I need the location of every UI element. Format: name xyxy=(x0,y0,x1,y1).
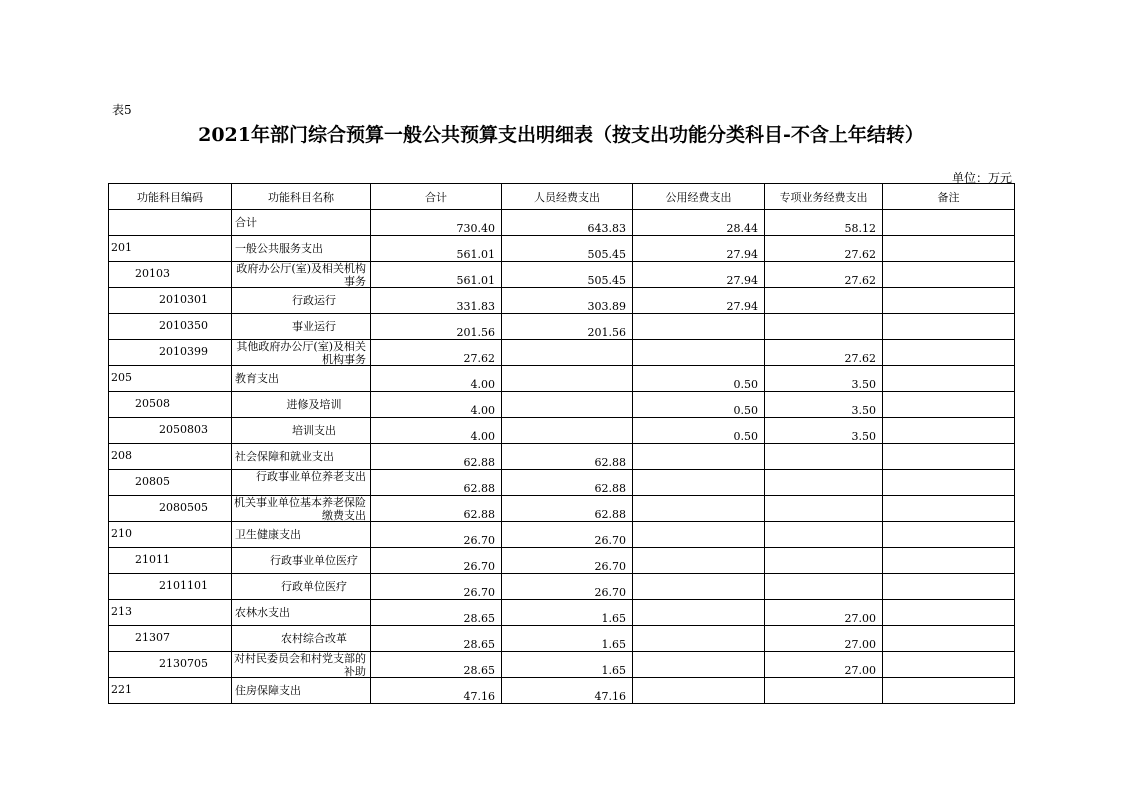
note-value xyxy=(883,496,1014,522)
personnel-cell xyxy=(502,210,633,236)
page-title: 2021年部门综合预算一般公共预算支出明细表（按支出功能分类科目-不含上年结转） xyxy=(198,124,924,146)
personnel-value: 643.83 xyxy=(587,222,626,235)
total-cell xyxy=(371,366,502,392)
total-cell xyxy=(371,210,502,236)
function-code: 221 xyxy=(111,683,132,696)
function-code-cell xyxy=(109,288,232,314)
table-row xyxy=(109,652,1015,678)
public-cell xyxy=(633,340,765,366)
table-row xyxy=(109,262,1015,288)
personnel-value: 505.45 xyxy=(587,274,626,287)
total-value: 26.70 xyxy=(463,586,495,599)
personnel-value: 1.65 xyxy=(601,638,626,651)
function-name-cell xyxy=(232,626,371,652)
function-code-cell xyxy=(109,600,232,626)
note-value xyxy=(883,574,1014,600)
total-value: 62.88 xyxy=(463,508,495,521)
function-name-cell xyxy=(232,418,371,444)
public-value: 0.50 xyxy=(733,378,758,391)
special-cell xyxy=(765,392,883,418)
total-value: 561.01 xyxy=(456,248,495,261)
personnel-value: 505.45 xyxy=(587,248,626,261)
total-cell xyxy=(371,522,502,548)
public-value xyxy=(633,470,764,496)
note-cell xyxy=(883,574,1015,600)
public-cell xyxy=(633,262,765,288)
total-cell xyxy=(371,600,502,626)
column-header: 备注 xyxy=(883,184,1015,210)
special-cell xyxy=(765,574,883,600)
function-code-cell xyxy=(109,210,232,236)
personnel-cell xyxy=(502,314,633,340)
public-value xyxy=(633,522,764,548)
column-header: 功能科目编码 xyxy=(109,184,232,210)
personnel-cell xyxy=(502,262,633,288)
function-name: 一般公共服务支出 xyxy=(235,242,323,255)
note-value xyxy=(883,652,1014,678)
total-value: 561.01 xyxy=(456,274,495,287)
special-cell xyxy=(765,548,883,574)
public-value: 27.94 xyxy=(726,300,758,313)
special-cell xyxy=(765,522,883,548)
public-cell xyxy=(633,366,765,392)
personnel-cell xyxy=(502,444,633,470)
table-row xyxy=(109,574,1015,600)
personnel-cell xyxy=(502,366,633,392)
special-value: 27.00 xyxy=(844,638,876,651)
personnel-cell xyxy=(502,652,633,678)
table-row xyxy=(109,496,1015,522)
personnel-value xyxy=(502,340,632,366)
note-value xyxy=(883,288,1014,314)
column-header: 公用经费支出 xyxy=(633,184,765,210)
public-cell xyxy=(633,314,765,340)
total-value: 62.88 xyxy=(463,456,495,469)
note-cell xyxy=(883,418,1015,444)
note-value xyxy=(883,366,1014,392)
total-value: 26.70 xyxy=(463,534,495,547)
public-cell xyxy=(633,600,765,626)
public-cell xyxy=(633,210,765,236)
function-name: 对村民委员会和村党支部的补助 xyxy=(234,652,366,677)
personnel-cell xyxy=(502,236,633,262)
personnel-value: 26.70 xyxy=(594,534,626,547)
table-row xyxy=(109,678,1015,704)
total-value: 26.70 xyxy=(463,560,495,573)
special-cell xyxy=(765,340,883,366)
function-name: 农林水支出 xyxy=(235,606,290,619)
public-cell xyxy=(633,522,765,548)
total-cell xyxy=(371,392,502,418)
total-value: 730.40 xyxy=(456,222,495,235)
total-value: 331.83 xyxy=(456,300,495,313)
total-value: 47.16 xyxy=(463,690,495,703)
table-row xyxy=(109,340,1015,366)
note-value xyxy=(883,236,1014,262)
table-row xyxy=(109,418,1015,444)
note-cell xyxy=(883,392,1015,418)
special-cell xyxy=(765,600,883,626)
function-code-cell xyxy=(109,548,232,574)
total-cell xyxy=(371,652,502,678)
function-code-cell xyxy=(109,652,232,678)
function-code: 2101101 xyxy=(159,579,208,592)
total-cell xyxy=(371,574,502,600)
public-cell xyxy=(633,392,765,418)
note-cell xyxy=(883,548,1015,574)
personnel-cell xyxy=(502,470,633,496)
total-cell xyxy=(371,444,502,470)
personnel-cell xyxy=(502,496,633,522)
special-cell xyxy=(765,262,883,288)
function-code: 201 xyxy=(111,241,132,254)
public-cell xyxy=(633,236,765,262)
function-name-cell xyxy=(232,262,371,288)
function-name: 政府办公厅(室)及相关机构事务 xyxy=(236,262,366,287)
special-value xyxy=(765,574,882,600)
table-row xyxy=(109,548,1015,574)
note-value xyxy=(883,340,1014,366)
function-code: 20508 xyxy=(135,397,170,410)
function-code: 2010301 xyxy=(159,293,208,306)
note-value xyxy=(883,678,1014,704)
special-value xyxy=(765,522,882,548)
personnel-value xyxy=(502,392,632,418)
special-cell xyxy=(765,470,883,496)
public-cell xyxy=(633,678,765,704)
function-code-cell xyxy=(109,262,232,288)
public-value: 27.94 xyxy=(726,248,758,261)
special-value: 58.12 xyxy=(844,222,876,235)
function-code-cell xyxy=(109,314,232,340)
function-name-cell xyxy=(232,444,371,470)
personnel-cell xyxy=(502,600,633,626)
table-row xyxy=(109,366,1015,392)
function-name-cell xyxy=(232,236,371,262)
total-cell xyxy=(371,470,502,496)
function-code: 210 xyxy=(111,527,132,540)
function-code-cell xyxy=(109,236,232,262)
function-code: 20805 xyxy=(135,475,170,488)
public-value xyxy=(633,340,764,366)
special-cell xyxy=(765,366,883,392)
function-code-cell xyxy=(109,392,232,418)
special-value: 27.62 xyxy=(844,274,876,287)
public-value xyxy=(633,600,764,626)
function-name-cell xyxy=(232,288,371,314)
function-code: 2010350 xyxy=(159,319,208,332)
special-cell xyxy=(765,418,883,444)
total-cell xyxy=(371,548,502,574)
function-code-cell xyxy=(109,522,232,548)
public-value xyxy=(633,314,764,340)
special-cell xyxy=(765,236,883,262)
function-code: 21011 xyxy=(135,553,170,566)
function-name: 合计 xyxy=(235,216,257,229)
special-cell xyxy=(765,444,883,470)
special-value xyxy=(765,496,882,522)
total-cell xyxy=(371,288,502,314)
function-name: 卫生健康支出 xyxy=(235,528,301,541)
function-code-cell xyxy=(109,678,232,704)
function-code: 2050803 xyxy=(159,423,208,436)
special-value xyxy=(765,470,882,496)
note-cell xyxy=(883,366,1015,392)
total-value: 28.65 xyxy=(463,612,495,625)
function-code: 208 xyxy=(111,449,132,462)
function-name: 行政单位医疗 xyxy=(281,580,347,593)
total-cell xyxy=(371,340,502,366)
note-cell xyxy=(883,678,1015,704)
total-cell xyxy=(371,496,502,522)
note-cell xyxy=(883,444,1015,470)
public-cell xyxy=(633,652,765,678)
table-label: 表5 xyxy=(112,103,132,117)
special-cell xyxy=(765,210,883,236)
function-code: 2010399 xyxy=(159,345,208,358)
public-value xyxy=(633,548,764,574)
column-header: 人员经费支出 xyxy=(502,184,633,210)
function-name-cell xyxy=(232,496,371,522)
special-cell xyxy=(765,626,883,652)
table-row xyxy=(109,210,1015,236)
public-value: 0.50 xyxy=(733,430,758,443)
table-header-row xyxy=(109,184,1015,210)
note-value xyxy=(883,470,1014,496)
column-header: 专项业务经费支出 xyxy=(765,184,883,210)
special-value xyxy=(765,444,882,470)
table-row xyxy=(109,314,1015,340)
note-cell xyxy=(883,262,1015,288)
special-cell xyxy=(765,288,883,314)
personnel-cell xyxy=(502,626,633,652)
public-cell xyxy=(633,548,765,574)
function-name: 行政事业单位医疗 xyxy=(270,554,358,567)
total-cell xyxy=(371,262,502,288)
function-name-cell xyxy=(232,366,371,392)
personnel-value: 26.70 xyxy=(594,586,626,599)
personnel-cell xyxy=(502,548,633,574)
function-name: 住房保障支出 xyxy=(235,684,301,697)
personnel-cell xyxy=(502,574,633,600)
function-code-cell xyxy=(109,444,232,470)
special-value: 27.00 xyxy=(844,664,876,677)
function-name: 行政运行 xyxy=(292,294,336,307)
note-cell xyxy=(883,626,1015,652)
note-cell xyxy=(883,652,1015,678)
total-cell xyxy=(371,418,502,444)
note-cell xyxy=(883,236,1015,262)
special-value: 3.50 xyxy=(851,378,876,391)
note-cell xyxy=(883,288,1015,314)
note-value xyxy=(883,522,1014,548)
total-value: 4.00 xyxy=(470,430,495,443)
special-value xyxy=(765,288,882,314)
personnel-cell xyxy=(502,522,633,548)
function-name-cell xyxy=(232,600,371,626)
personnel-value: 62.88 xyxy=(594,456,626,469)
function-name-cell xyxy=(232,548,371,574)
function-code-cell xyxy=(109,340,232,366)
function-code: 21307 xyxy=(135,631,170,644)
function-name: 培训支出 xyxy=(292,424,336,437)
note-value xyxy=(883,444,1014,470)
note-cell xyxy=(883,210,1015,236)
note-cell xyxy=(883,314,1015,340)
function-name-cell xyxy=(232,340,371,366)
function-name-cell xyxy=(232,314,371,340)
unit-label: 单位：万元 xyxy=(951,171,1012,185)
total-value: 201.56 xyxy=(456,326,495,339)
function-name-cell xyxy=(232,392,371,418)
total-cell xyxy=(371,236,502,262)
function-name-cell xyxy=(232,522,371,548)
table-row xyxy=(109,600,1015,626)
special-value xyxy=(765,314,882,340)
personnel-value: 303.89 xyxy=(587,300,626,313)
function-code xyxy=(109,210,231,236)
note-cell xyxy=(883,600,1015,626)
personnel-value: 62.88 xyxy=(594,482,626,495)
total-value: 28.65 xyxy=(463,664,495,677)
public-cell xyxy=(633,574,765,600)
function-code-cell xyxy=(109,574,232,600)
function-name: 其他政府办公厅(室)及相关机构事务 xyxy=(236,340,366,365)
function-code-cell xyxy=(109,470,232,496)
personnel-value: 26.70 xyxy=(594,560,626,573)
function-name-cell xyxy=(232,652,371,678)
table-row xyxy=(109,288,1015,314)
function-code-cell xyxy=(109,366,232,392)
public-value xyxy=(633,574,764,600)
function-code-cell xyxy=(109,496,232,522)
personnel-value: 1.65 xyxy=(601,664,626,677)
note-cell xyxy=(883,470,1015,496)
note-value xyxy=(883,626,1014,652)
public-value xyxy=(633,626,764,652)
special-value: 27.62 xyxy=(844,352,876,365)
note-value xyxy=(883,262,1014,288)
total-value: 28.65 xyxy=(463,638,495,651)
table-row xyxy=(109,522,1015,548)
public-cell xyxy=(633,444,765,470)
function-code: 205 xyxy=(111,371,132,384)
function-code: 2080505 xyxy=(159,501,208,514)
special-cell xyxy=(765,496,883,522)
function-code-cell xyxy=(109,626,232,652)
public-cell xyxy=(633,496,765,522)
public-cell xyxy=(633,418,765,444)
special-value: 3.50 xyxy=(851,430,876,443)
function-name-cell xyxy=(232,574,371,600)
note-value xyxy=(883,314,1014,340)
public-value: 0.50 xyxy=(733,404,758,417)
personnel-cell xyxy=(502,288,633,314)
function-code-cell xyxy=(109,418,232,444)
total-cell xyxy=(371,626,502,652)
public-value xyxy=(633,444,764,470)
special-cell xyxy=(765,678,883,704)
function-name: 农村综合改革 xyxy=(281,632,347,645)
total-value: 4.00 xyxy=(470,378,495,391)
total-value: 62.88 xyxy=(463,482,495,495)
table-row xyxy=(109,236,1015,262)
public-cell xyxy=(633,626,765,652)
function-name-cell xyxy=(232,678,371,704)
note-cell xyxy=(883,496,1015,522)
personnel-value: 47.16 xyxy=(594,690,626,703)
public-value: 28.44 xyxy=(726,222,758,235)
public-value xyxy=(633,678,764,704)
note-value xyxy=(883,210,1014,236)
table-row xyxy=(109,626,1015,652)
special-value: 27.62 xyxy=(844,248,876,261)
note-cell xyxy=(883,522,1015,548)
function-name: 进修及培训 xyxy=(286,398,342,411)
function-name: 机关事业单位基本养老保险缴费支出 xyxy=(234,496,366,521)
personnel-value: 201.56 xyxy=(587,326,626,339)
function-code: 213 xyxy=(111,605,132,618)
public-cell xyxy=(633,470,765,496)
personnel-cell xyxy=(502,392,633,418)
function-name-cell xyxy=(232,470,371,496)
table-row xyxy=(109,470,1015,496)
note-value xyxy=(883,548,1014,574)
function-name: 事业运行 xyxy=(292,320,336,333)
personnel-cell xyxy=(502,678,633,704)
function-code: 20103 xyxy=(135,267,170,280)
table-row xyxy=(109,392,1015,418)
column-header: 合计 xyxy=(371,184,502,210)
public-cell xyxy=(633,288,765,314)
personnel-cell xyxy=(502,418,633,444)
function-name-cell xyxy=(232,210,371,236)
special-cell xyxy=(765,314,883,340)
special-value: 3.50 xyxy=(851,404,876,417)
total-value: 4.00 xyxy=(470,404,495,417)
public-value: 27.94 xyxy=(726,274,758,287)
public-value xyxy=(633,496,764,522)
special-value xyxy=(765,548,882,574)
personnel-value xyxy=(502,366,632,392)
total-cell xyxy=(371,678,502,704)
function-name: 行政事业单位养老支出 xyxy=(256,470,366,483)
function-name: 教育支出 xyxy=(235,372,279,385)
function-code: 2130705 xyxy=(159,657,208,670)
total-value: 27.62 xyxy=(463,352,495,365)
personnel-value xyxy=(502,418,632,444)
column-header: 功能科目名称 xyxy=(232,184,371,210)
note-value xyxy=(883,418,1014,444)
budget-table xyxy=(108,183,1015,704)
public-value xyxy=(633,652,764,678)
personnel-cell xyxy=(502,340,633,366)
note-cell xyxy=(883,340,1015,366)
special-value xyxy=(765,678,882,704)
special-value: 27.00 xyxy=(844,612,876,625)
total-cell xyxy=(371,314,502,340)
note-value xyxy=(883,392,1014,418)
note-value xyxy=(883,600,1014,626)
personnel-value: 62.88 xyxy=(594,508,626,521)
special-cell xyxy=(765,652,883,678)
function-name: 社会保障和就业支出 xyxy=(235,450,334,463)
table-row xyxy=(109,444,1015,470)
personnel-value: 1.65 xyxy=(601,612,626,625)
